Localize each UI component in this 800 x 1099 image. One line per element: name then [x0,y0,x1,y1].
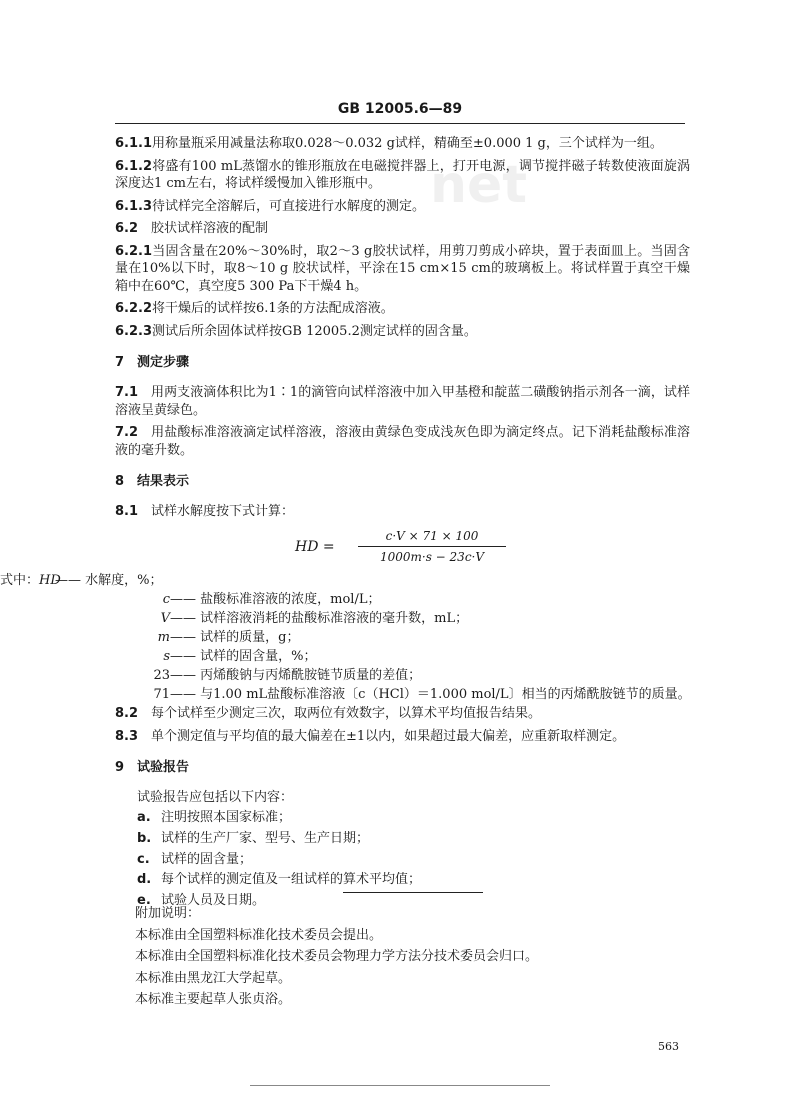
variable-row [115,686,690,705]
supp-line: 本标准主要起草人张贞浴。 [135,992,292,1008]
header-rule [115,123,685,124]
supp-line: 本标准由黑龙江大学起草。 [135,970,292,986]
clause-number: 7.2 [115,425,139,441]
variable-symbol: V [160,611,170,627]
variable-row [115,610,690,629]
clause-number: 6.2 [115,221,139,237]
section-title-text: 试验报告 [137,760,190,776]
clause-text: 当固含量在20%～30%时，取2～3 g胶状试样，用剪刀剪成小碎块，置于表面皿上。当固含量在10%以下时，取8～10 g 胶状试样，平涂在15 cm×15 cm的玻璃板上。将试样置于真空干燥箱中在60℃，真空度5 300 Pa下干燥4 h。 [115,243,690,294]
list-item [137,871,690,889]
watermark: net [430,155,528,215]
main-content [0,135,691,912]
clause-6-1-3 [115,198,690,216]
item-text: 每个试样的测定值及一组试样的算术平均值； [161,872,422,888]
clause-6-2 [115,220,690,238]
variable-row [115,591,690,610]
supp-line: 本标准由全国塑料标准化技术委员会提出。 [135,927,383,943]
clause-8-2 [115,705,690,723]
list-item [137,809,690,827]
clause-7-2 [115,424,690,459]
clause-text: 每个试样至少测定三次，取两位有效数字，以算术平均值报告结果。 [151,706,542,722]
clause-number: 6.2.3 [115,323,153,339]
clause-6-2-2 [115,300,690,318]
variable-row [0,572,700,591]
bottom-rule [250,1085,550,1086]
formula-fraction [358,528,506,565]
item-text: 试验人员及日期。 [161,892,266,908]
variable-symbol: HD [39,573,61,589]
clause-number: 6.2.2 [115,301,153,317]
section-number: 9 [115,760,125,776]
clause-number: 8.3 [115,728,139,744]
section-8-title [115,473,690,491]
variable-symbol: m [157,630,170,646]
clause-text: 单个测定值与平均值的最大偏差在±1以内，如果超过最大偏差，应重新取样测定。 [151,728,626,744]
item-text: 试样的固含量； [161,851,253,867]
clause-number: 6.1.1 [115,136,153,151]
hydrolysis-formula [290,528,690,566]
clause-text: 胶状试样溶液的配制 [151,221,269,237]
clause-6-2-1 [115,243,690,296]
clause-text: 待试样完全溶解后，可直接进行水解度的测定。 [152,198,426,214]
variable-desc: —— 水解度，%； [55,573,163,589]
item-letter: d. [137,872,152,888]
item-letter: b. [137,831,152,847]
item-letter: a. [137,810,151,826]
item-letter: e. [137,892,151,908]
section-number: 8 [115,474,125,490]
section-7-title [115,354,690,372]
supp-line: 本标准由全国塑料标准化技术委员会物理力学方法分技术委员会归口。 [135,949,539,965]
variable-desc: —— 盐酸标准溶液的浓度，mol/L； [170,592,381,608]
formula-denominator: 1000m·s − 23c·V [379,550,485,565]
list-item [137,830,690,848]
variable-row [115,629,690,648]
clause-number: 6.1.3 [115,198,153,214]
item-letter: c. [137,851,150,867]
clause-8-1 [115,503,690,521]
clause-number: 6.2.1 [115,243,153,259]
section-9-title [115,759,690,777]
item-text: 注明按照本国家标准； [161,810,292,826]
variable-desc: —— 与1.00 mL盐酸标准溶液〔c（HCl）＝1.000 mol/L〕相当的丙烯酰胺链节的质量。 [170,687,691,703]
clause-6-1-2 [115,158,690,193]
clause-text: 用盐酸标准溶液滴定试样溶液，溶液由黄绿色变成浅灰色即为滴定终点。记下消耗盐酸标准溶液的毫升数。 [115,425,690,458]
clause-number: 6.1.2 [115,158,153,174]
variable-symbol: 23 [153,668,170,684]
section-title-text: 结果表示 [137,474,190,490]
variable-desc: —— 试样溶液消耗的盐酸标准溶液的毫升数，mL； [170,611,469,627]
clause-text: 用两支液滴体积比为1∶1的滴管向试样溶液中加入甲基橙和靛蓝二磺酸钠指示剂各一滴，试样溶液呈黄绿色。 [115,385,690,418]
variable-desc: —— 丙烯酸钠与丙烯酰胺链节质量的差值； [170,668,422,684]
clause-text: 用称量瓶采用减量法称取0.028～0.032 g试样，精确至±0.000 1 g，三个试样为一组。 [152,136,663,151]
page-number: 563 [658,1040,679,1053]
list-item [137,851,690,869]
variable-symbol: c [162,592,170,608]
clause-number: 8.1 [115,503,139,519]
variable-symbol: s [163,649,170,665]
formula-numerator: c·V × 71 × 100 [358,528,506,547]
variable-desc: —— 试样的固含量，%； [170,649,317,665]
report-intro: 试验报告应包括以下内容： [137,789,294,805]
clause-number: 8.2 [115,706,139,722]
variable-row [115,648,690,667]
supp-line: 附加说明： [135,906,201,921]
clause-text: 将干燥后的试样按6.1条的方法配成溶液。 [152,301,394,317]
standard-header: GB 12005.6—89 [337,101,463,117]
supplementary-notes [135,905,675,1013]
clause-6-1-1 [115,135,690,153]
section-number: 7 [115,355,125,371]
clause-6-2-3 [115,323,690,341]
clause-text: 试样水解度按下式计算： [151,503,295,519]
clause-text: 将盛有100 mL蒸馏水的锥形瓶放在电磁搅拌器上，打开电源，调节搅拌磁子转数使液面旋涡深度达1 cm左右，将试样缓慢加入锥形瓶中。 [115,158,690,192]
variable-definitions [0,572,691,705]
item-text: 试样的生产厂家、型号、生产日期； [161,831,370,847]
end-rule [343,892,483,893]
clause-8-3 [115,728,690,746]
variable-desc: —— 试样的质量，g； [170,630,300,646]
where-lead: 式中： [0,573,40,589]
section-title-text: 测定步骤 [137,355,190,371]
variable-row [115,667,690,686]
clause-text: 测试后所余固体试样按GB 12005.2测定试样的固含量。 [152,323,477,339]
formula-lhs: HD = [295,539,335,556]
clause-number: 7.1 [115,385,139,401]
variable-symbol: 71 [153,687,170,703]
clause-7-1 [115,384,690,419]
